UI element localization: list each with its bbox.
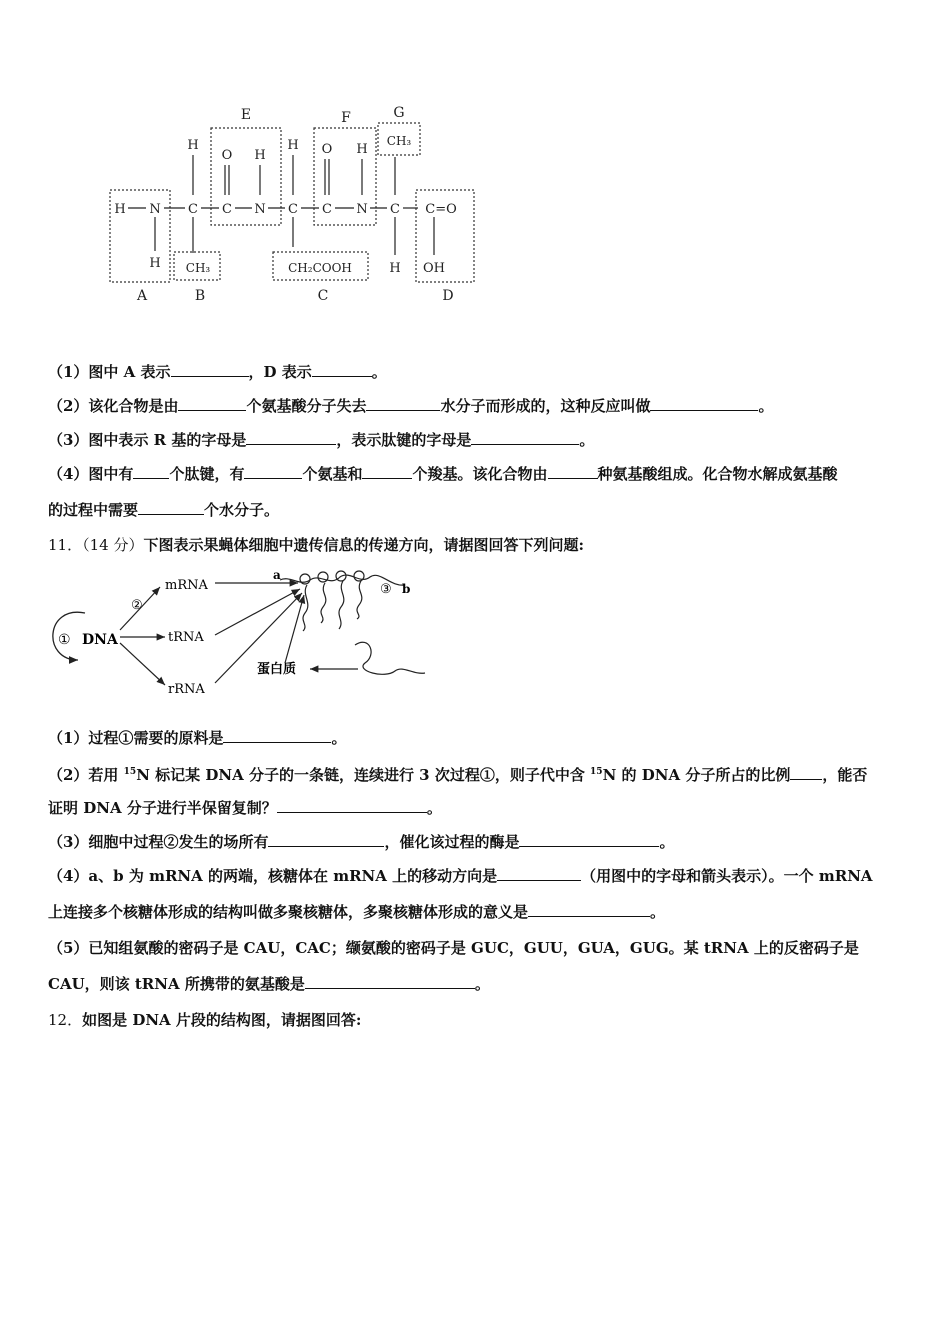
svg-text:N: N [149,202,161,217]
q11-line-8: CAU，则该 tRNA 所携带的氨基酸是 。 [48,975,490,993]
svg-text:C=O: C=O [425,202,457,217]
q10-line-3: （3）图中表示 R 基的字母是 ，表示肽键的字母是 。 [48,431,595,449]
label-E: E [240,107,252,123]
q10-line-4: （4）图中有 个肽键，有 个氨基和 个羧基。该化合物由 种氨基酸组成。化合物水解成氨基酸 [48,465,838,483]
svg-text:C: C [288,202,298,217]
q10-line-5: 的过程中需要 个水分子。 [48,501,280,519]
q11-line-2: （2）若用 $^{15}$N 标记某 DNA 分子的一条链，连续进行 3 次过程①，则子代中含 $^{15}$N 的 DNA 分子所占的比例 ，能否 [48,766,868,784]
label-B: B [194,288,206,304]
q10-line-1: （1）图中 A 表示 ，D 表示 。 [48,363,387,381]
svg-text:C: C [188,202,198,217]
q11-line-4: （3）细胞中过程②发生的场所有 ，催化该过程的酶是 。 [48,833,675,851]
svg-text:C: C [390,202,400,217]
label-A: A [136,288,148,304]
svg-text:H: H [254,148,266,163]
svg-text:CH₂COOH: CH₂COOH [288,261,352,275]
svg-text:CH₃: CH₃ [185,261,211,275]
q11-line-3: 证明 DNA 分子进行半保留复制？ 。 [48,799,442,817]
svg-text:CH₃: CH₃ [386,134,412,148]
svg-text:OH: OH [423,261,445,276]
svg-text:tRNA: tRNA [168,630,204,645]
gene-expression-diagram [40,565,430,700]
svg-text:N: N [254,202,266,217]
svg-text:a: a [273,568,281,582]
label-D: D [442,288,454,304]
svg-text:mRNA: mRNA [165,578,208,593]
svg-text:H: H [187,138,199,153]
q10-line-2: （2）该化合物是由 个氨基酸分子失去 水分子而形成的，这种反应叫做 。 [48,397,774,415]
svg-text:H: H [389,261,401,276]
label-C: C [317,288,329,304]
svg-text:H: H [287,138,299,153]
svg-text:b: b [402,582,411,596]
svg-text:rRNA: rRNA [168,682,205,697]
q11-line-1: （1）过程①需要的原料是 。 [48,729,347,747]
label-F: F [341,110,351,126]
q11-line-6: 上连接多个核糖体形成的结构叫做多聚核糖体，多聚核糖体形成的意义是 。 [48,903,666,921]
q11-stem: 11．（14 分）下图表示果蝇体细胞中遗传信息的传递方向，请据图回答下列问题: [48,536,584,554]
svg-text:③: ③ [380,582,392,597]
q11-line-5: （4）a、b 为 mRNA 的两端，核糖体在 mRNA 上的移动方向是 （用图中的字母和箭头表示）。一个 mRNA [48,867,873,885]
svg-text:①: ① [58,632,71,648]
svg-text:C: C [222,202,232,217]
svg-text:DNA: DNA [82,632,118,648]
svg-text:C: C [322,202,332,217]
svg-text:蛋白质: 蛋白质 [257,662,297,677]
q11-line-7: （5）已知组氨酸的密码子是 CAU，CAC；缬氨酸的密码子是 GUC，GUU，GUA，GUG。某 tRNA 上的反密码子是 [48,939,859,957]
q12-stem: 12．如图是 DNA 片段的结构图，请据图回答: [48,1011,362,1029]
svg-text:②: ② [131,598,143,613]
peptide-structure-figure [100,95,490,325]
svg-text:H: H [114,202,126,217]
svg-text:O: O [321,142,333,157]
svg-text:H: H [356,142,368,157]
svg-text:N: N [356,202,368,217]
svg-text:H: H [149,256,161,271]
label-G: G [393,105,405,121]
svg-text:O: O [221,148,233,163]
